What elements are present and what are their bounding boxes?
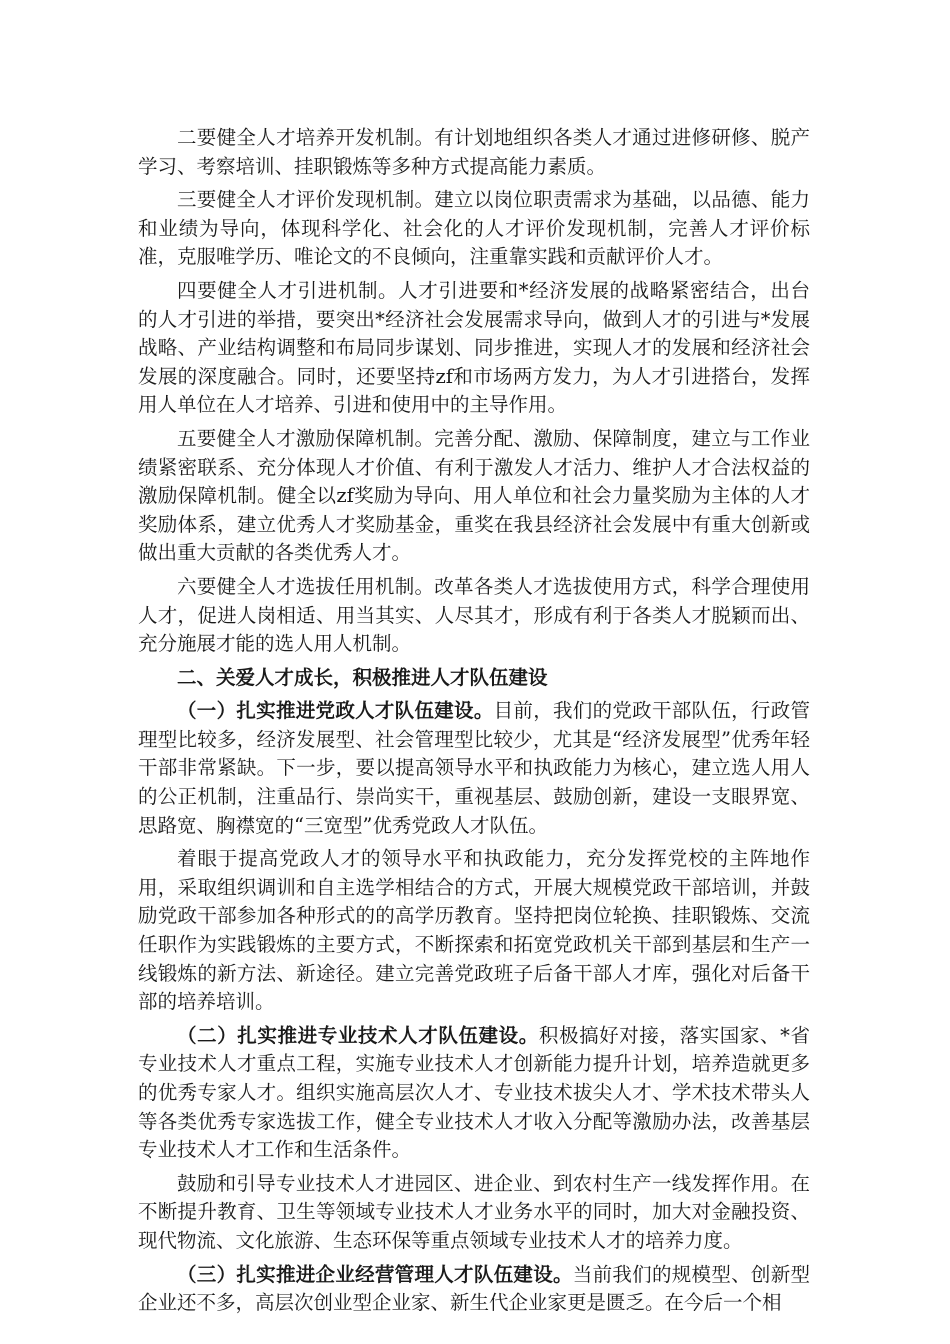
- paragraph-talent-selection: [138, 573, 810, 659]
- document-body: [138, 124, 810, 1323]
- paragraph-text: 三要健全人才评价发现机制。建立以岗位职责需求为基础，以品德、能力和业绩为导向，体现科学化、社会化的人才评价发现机制，完善人才评价标准，克服唯学历、唯论文的不良倾向，注重靠实践和贡献评价人才。: [138, 188, 810, 269]
- paragraph-professional-talent: [138, 1022, 810, 1165]
- paragraph-talent-incentive: [138, 425, 810, 568]
- paragraph-text: 四要健全人才引进机制。人才引进要和*经济发展的战略紧密结合，出台的人才引进的举措，要突出*经济社会发展需求导向，做到人才的引进与*发展战略、产业结构调整和布局同步谋划、同步推进，实现人才的发展和经济社会发展的深度融合。同时，还要坚持zf和市场两方发力，为人才引进搭台，发挥用人单位在人才培养、引进和使用中的主导作用。: [138, 278, 810, 417]
- paragraph-text: 目前，我们的党政干部队伍，行政管理型比较多，经济发展型、社会管理型比较少，尤其是“经济发展型”优秀年轻干部非常紧缺。下一步，要以提高领导水平和执政能力为核心，建立选人用人的公正机制，注重品行、崇尚实干，重视基层、鼓励创新，建设一支眼界宽、思路宽、胸襟宽的“三宽型”优秀党政人才队伍。: [138, 699, 810, 837]
- paragraph-leadership-capacity: [138, 845, 810, 1017]
- paragraph-text: 五要健全人才激励保障机制。完善分配、激励、保障制度，建立与工作业绩紧密联系、充分体现人才价值、有利于激发人才活力、维护人才合法权益的激励保障机制。健全以zf奖励为导向、用人单位和社会力量奖励为主体的人才奖励体系，建立优秀人才奖励基金，重奖在我县经济社会发展中有重大创新或做出重大贡献的各类优秀人才。: [138, 426, 810, 565]
- paragraph-text: 当前我们的规模型、创新型企业还不多，高层次创业型企业家、新生代企业家更是匮乏。在今后一个相: [138, 1262, 810, 1315]
- paragraph-talent-evaluation: [138, 186, 810, 272]
- paragraph-lead: （二）扎实推进专业技术人才队伍建设。: [177, 1023, 539, 1047]
- paragraph-talent-training: [138, 124, 810, 181]
- paragraph-lead: （一）扎实推进党政人才队伍建设。: [177, 699, 494, 723]
- paragraph-text: 积极搞好对接，落实国家、*省专业技术人才重点工程，实施专业技术人才创新能力提升计划，培养造就更多的优秀专家人才。组织实施高层次人才、专业技术拔尖人才、学术技术带头人等各类优秀专家选拔工作，健全专业技术人才收入分配等激励办法，改善基层专业技术人才工作和生活条件。: [138, 1023, 810, 1162]
- section-heading: 二、关爱人才成长，积极推进人才队伍建设: [177, 665, 548, 689]
- paragraph-lead: （三）扎实推进企业经营管理人才队伍建设。: [177, 1262, 573, 1286]
- paragraph-enterprise-talent: [138, 1261, 810, 1318]
- paragraph-talent-introduction: [138, 277, 810, 420]
- paragraph-text: 着眼于提高党政人才的领导水平和执政能力，充分发挥党校的主阵地作用，采取组织调训和自主选学相结合的方式，开展大规模党政干部培训，并鼓励党政干部参加各种形式的的高学历教育。坚持把岗位轮换、挂职锻炼、交流任职作为实践锻炼的主要方式，不断探索和拓宽党政机关干部到基层和生产一线锻炼的新方法、新途径。建立完善党政班子后备干部人才库，强化对后备干部的培养培训。: [138, 847, 810, 1014]
- paragraph-text: 鼓励和引导专业技术人才进园区、进企业、到农村生产一线发挥作用。在不断提升教育、卫生等领域专业技术人才业务水平的同时，加大对金融投资、现代物流、文化旅游、生态环保等重点领域专业技术人才的培养力度。: [138, 1171, 810, 1252]
- paragraph-text: 六要健全人才选拔任用机制。改革各类人才选拔使用方式，科学合理使用人才，促进人岗相适、用当其实、人尽其才，形成有利于各类人才脱颖而出、充分施展才能的选人用人机制。: [138, 574, 810, 656]
- paragraph-party-government-talent: [138, 697, 810, 840]
- paragraph-professional-frontline: [138, 1170, 810, 1256]
- paragraph-text: 二要健全人才培养开发机制。有计划地组织各类人才通过进修研修、脱产学习、考察培训、挂职锻炼等多种方式提高能力素质。: [138, 126, 810, 178]
